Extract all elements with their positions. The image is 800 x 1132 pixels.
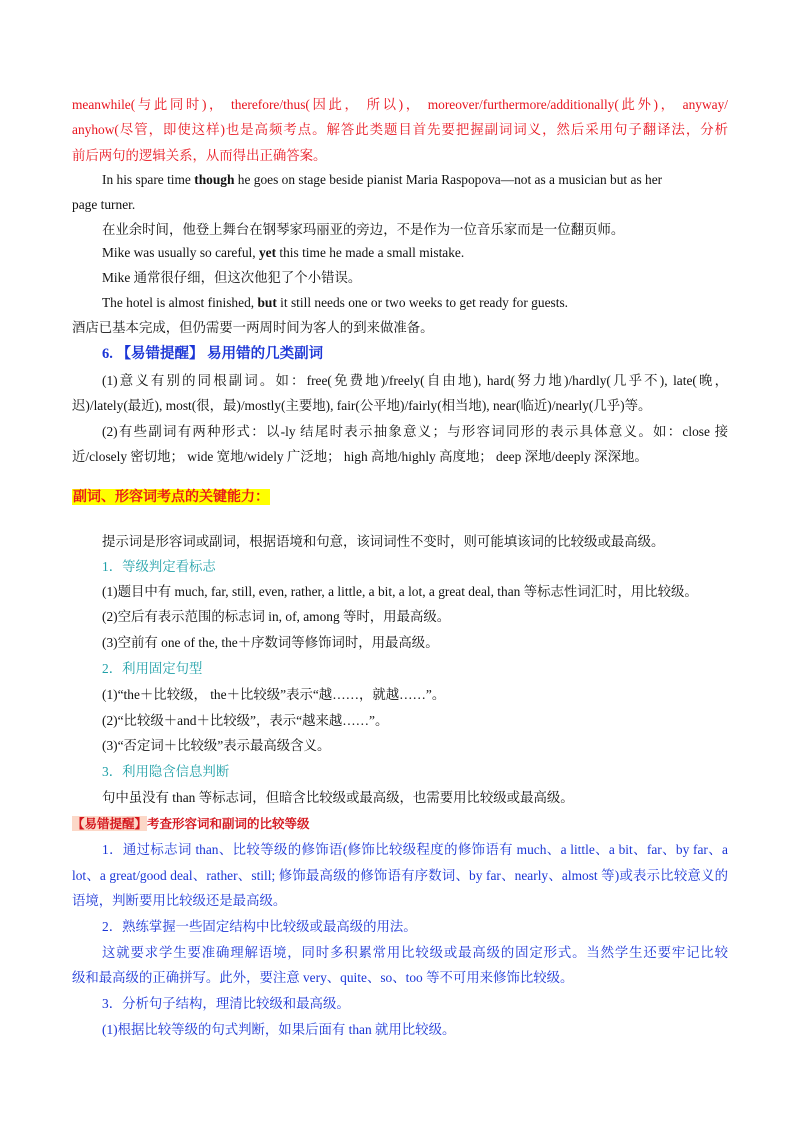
key-ability-h2-p2: (2)“比较级＋and＋比较级”，表示“越来越……”。	[102, 713, 389, 728]
tip-p3: 3．分析句子结构，理清比较级和最高级。	[102, 996, 350, 1011]
key-ability-heading-2: 2．利用固定句型	[102, 661, 203, 676]
key-ability-h3-p1: 句中虽没有 than 等标志词，但暗含比较级或最高级，也需要用比较级或最高级。	[102, 790, 574, 805]
tip-p1-line-2: lot、a great/good deal、rather、still; 修饰最高级的修饰语有序数词、by far、nearly、almost 等)或表示比较意义的	[72, 868, 728, 883]
tip-label: 【易错提醒】	[72, 816, 148, 831]
intro-line-2: anyhow(尽管，即使这样)也是高频考点。解答此类题目首先要把握副词词义，然后采用句子翻译法，分析	[72, 122, 728, 137]
tip-p2-line-2: 级和最高级的正确拼写。此外，要注意 very、quite、so、too 等不可用来修饰比较级。	[72, 970, 574, 985]
example-1-text-a: In his spare time	[102, 172, 195, 187]
example-3-keyword: but	[257, 295, 277, 310]
intro-line-3: 前后两句的逻辑关系，从而得出正确答案。	[72, 148, 327, 163]
tip-p2-line-1: 这就要求学生要准确理解语境，同时多积累常用比较级或最高级的固定形式。当然学生还要牢记比较	[102, 945, 728, 960]
tip-p3-sub: (1)根据比较等级的句式判断，如果后面有 than 就用比较级。	[102, 1022, 456, 1037]
tip-p1-line-3: 语境，判断要用比较级还是最高级。	[72, 893, 287, 908]
tip-p2: 2．熟练掌握一些固定结构中比较级或最高级的用法。	[102, 919, 417, 934]
key-ability-title-text: 副词、形容词考点的关键能力：	[73, 489, 269, 505]
example-2-keyword: yet	[258, 245, 277, 260]
key-ability-h1-p1: (1)题目中有 much, far, still, even, rather, a little, a bit, a lot, a great deal, than 等标志性词汇时，用比较级。	[102, 584, 698, 599]
section-6-p1-line-1: (1)意义有别的同根副词。如：free(免费地)/freely(自由地), hard(努力地)/hardly(几乎不), late(晚，	[102, 373, 728, 388]
section-6-p2-line-1: (2)有些副词有两种形式：以-ly 结尾时表示抽象意义；与形容词同形的表示具体意义。如：close 接	[102, 424, 728, 439]
section-6-p2-line-2: 近/closely 密切地； wide 宽地/widely 广泛地； high 高地/highly 高度地； deep 深地/deeply 深深地。	[72, 449, 648, 464]
example-3-text-a: The hotel is almost finished,	[102, 295, 258, 310]
key-ability-intro: 提示词是形容词或副词，根据语境和句意，该词词性不变时，则可能填该词的比较级或最高级。	[102, 534, 665, 549]
key-ability-h2-p3: (3)“否定词＋比较级”表示最高级含义。	[102, 738, 331, 753]
example-1-text-b: he goes on stage beside pianist Maria Raspopova—not as a musician but as her	[234, 172, 663, 187]
tip-p1-line-1: 1．通过标志词 than、比较等级的修饰语(修饰比较级程度的修饰语有 much、a little、a bit、far、by far、a	[102, 842, 728, 857]
key-ability-title	[72, 487, 270, 507]
example-1-keyword: though	[194, 172, 235, 187]
example-3-english	[102, 293, 568, 313]
tip-heading	[72, 814, 310, 834]
example-2-text-b: this time he made a small mistake.	[276, 245, 465, 260]
key-ability-h2-p1: (1)“the＋比较级， the＋比较级”表示“越……，就越……”。	[102, 687, 446, 702]
example-3-chinese: 酒店已基本完成，但仍需要一两周时间为客人的到来做准备。	[72, 320, 434, 335]
key-ability-heading-3: 3．利用隐含信息判断	[102, 764, 230, 779]
key-ability-h1-p3: (3)空前有 one of the, the＋序数词等修饰词时，用最高级。	[102, 635, 439, 650]
section-6-heading: 6. 【易错提醒】 易用错的几类副词	[102, 346, 324, 362]
example-1-english-cont: page turner.	[72, 197, 136, 212]
intro-line-1: meanwhile(与此同时)， therefore/thus(因此， 所以)， moreover/furthermore/additionally(此外)， anyway/	[72, 97, 728, 112]
example-2-english	[102, 243, 464, 263]
tip-title: 考查形容词和副词的比较等级	[147, 816, 310, 831]
key-ability-heading-1: 1．等级判定看标志	[102, 559, 216, 574]
example-2-chinese: Mike 通常很仔细，但这次他犯了个小错误。	[102, 270, 362, 285]
key-ability-h1-p2: (2)空后有表示范围的标志词 in, of, among 等时，用最高级。	[102, 609, 451, 624]
example-1-english	[102, 170, 662, 190]
example-3-text-b: it still needs one or two weeks to get ready for guests.	[276, 295, 569, 310]
example-2-text-a: Mike was usually so careful,	[102, 245, 259, 260]
example-1-chinese: 在业余时间，他登上舞台在钢琴家玛丽亚的旁边，不是作为一位音乐家而是一位翻页师。	[102, 222, 625, 237]
section-6-p1-line-2: 迟)/lately(最近), most(很，最)/mostly(主要地), fair(公平地)/fairly(相当地), near(临近)/nearly(几乎)等。	[72, 398, 652, 413]
